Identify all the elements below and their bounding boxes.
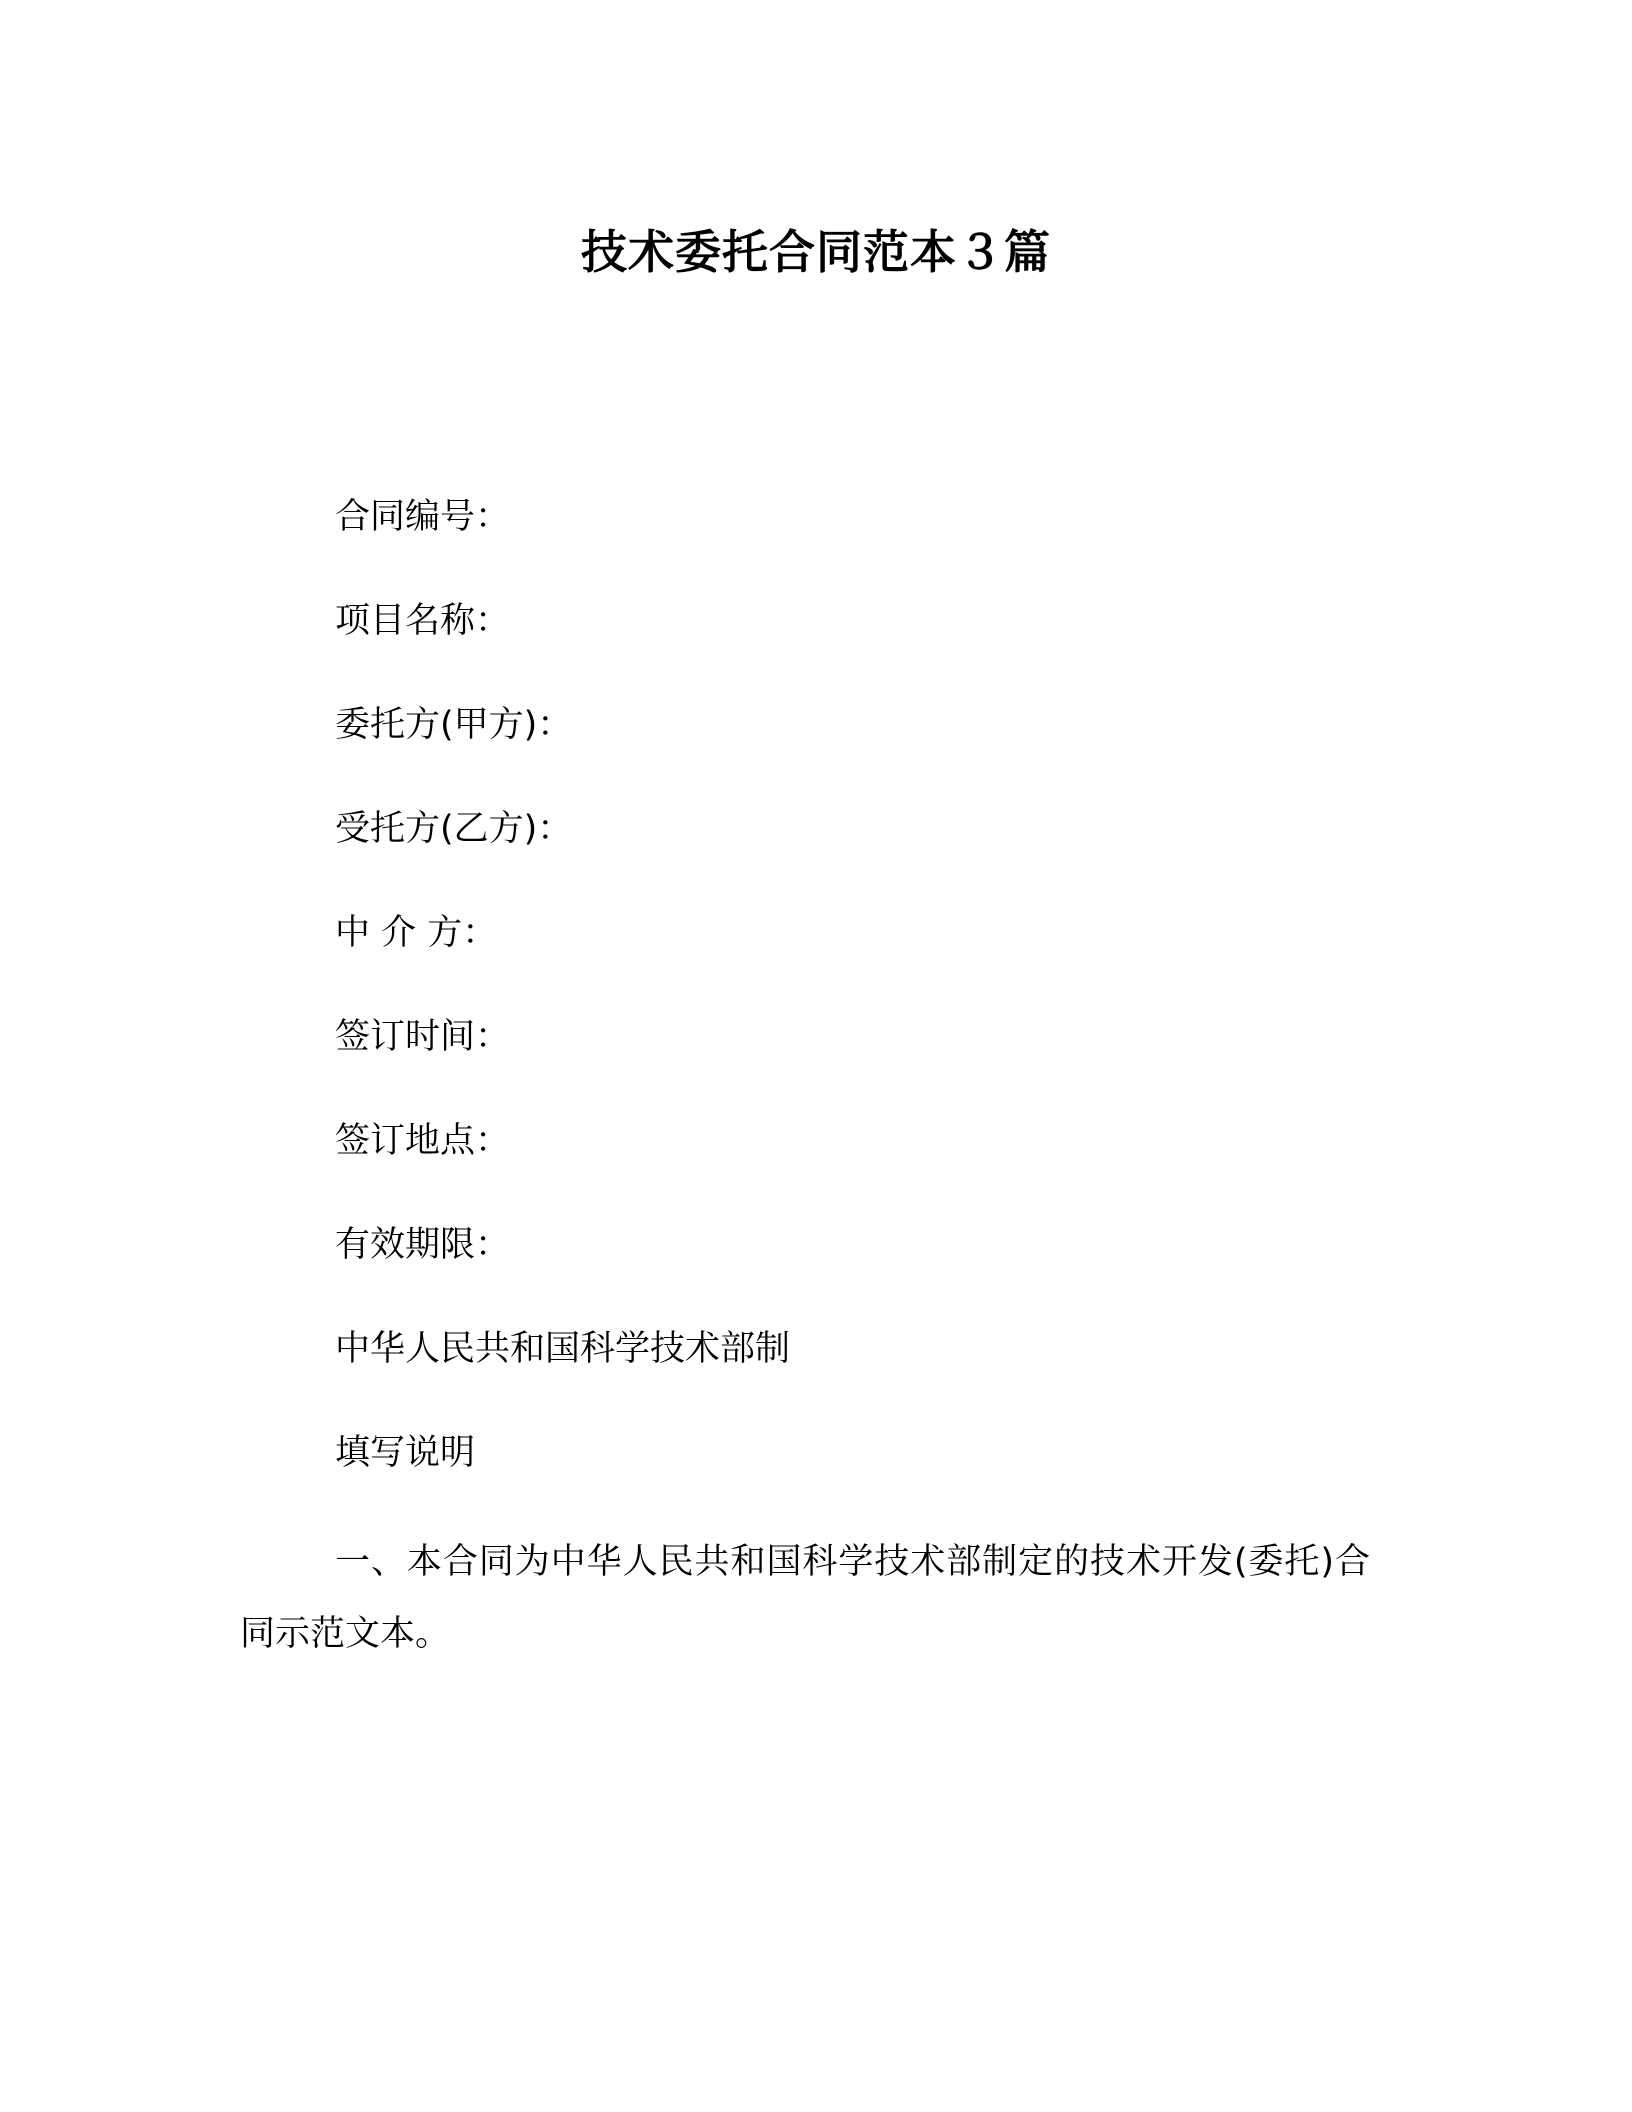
field-intermediary: 中 介 方： <box>335 913 498 953</box>
contract-fields <box>335 492 1435 1532</box>
field-party-b: 受托方(乙方)： <box>335 809 573 849</box>
field-project-name: 项目名称： <box>335 601 511 641</box>
field-signing-place: 签订地点： <box>335 1121 511 1161</box>
field-validity-period: 有效期限： <box>335 1225 511 1265</box>
field-signing-time: 签订时间： <box>335 1017 511 1057</box>
field-contract-number: 合同编号： <box>335 497 511 537</box>
field-party-a: 委托方(甲方)： <box>335 705 573 745</box>
instruction-paragraph: 一、本合同为中华人民共和国科学技术部制定的技术开发(委托)合同示范文本。 <box>240 1542 1370 1654</box>
document-title: 技术委托合同范本３篇 <box>581 225 1051 279</box>
issuer-line: 中华人民共和国科学技术部制 <box>335 1329 791 1369</box>
instructions-heading: 填写说明 <box>335 1433 476 1473</box>
